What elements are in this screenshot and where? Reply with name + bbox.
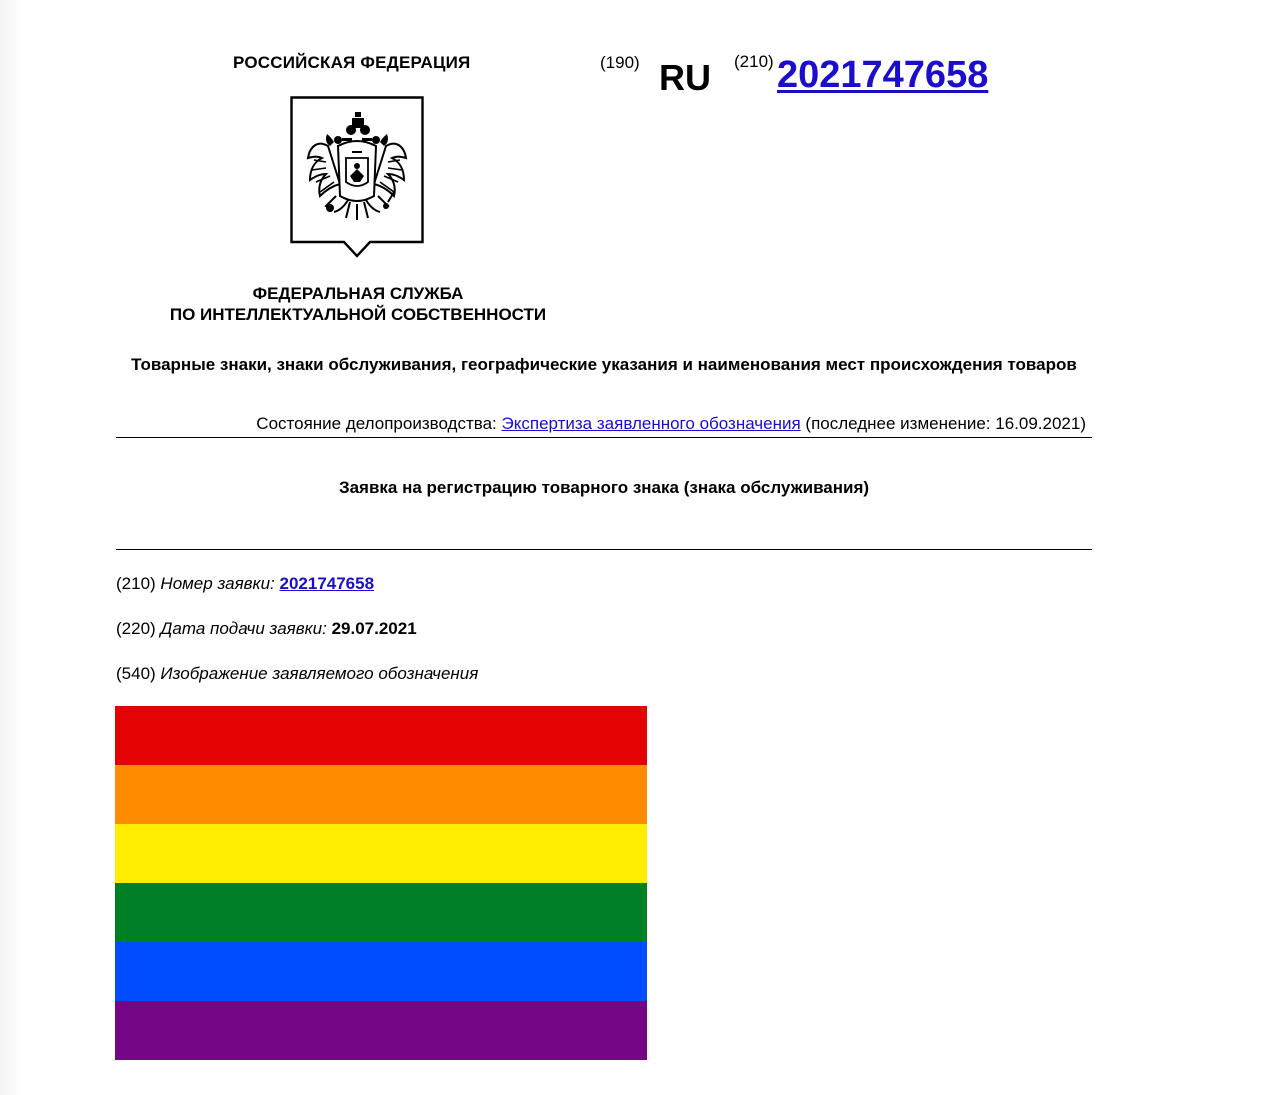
filing-date-value: 29.07.2021 <box>331 619 417 638</box>
page-edge-shade <box>0 0 22 1095</box>
mark-image <box>115 706 647 1060</box>
field-code: (540) <box>116 664 156 683</box>
agency-name-line2: ПО ИНТЕЛЛЕКТУАЛЬНОЙ СОБСТВЕННОСТИ <box>169 305 547 324</box>
application-title: Заявка на регистрацию товарного знака (знака обслуживания) <box>338 478 870 497</box>
mark-stripe-red <box>115 706 647 765</box>
mark-stripe-violet <box>115 1001 647 1060</box>
mark-stripe-yellow <box>115 824 647 883</box>
field-label: Изображение заявляемого обозначения <box>160 664 479 683</box>
divider-bottom <box>116 549 1092 550</box>
field-mark-image <box>116 664 478 684</box>
status-label: Состояние делопроизводства: <box>256 414 497 433</box>
application-number-link[interactable]: 2021747658 <box>279 574 375 593</box>
agency-name-line1: ФЕДЕРАЛЬНАЯ СЛУЖБА <box>252 284 464 303</box>
agency-name <box>140 283 576 325</box>
mark-stripe-orange <box>115 765 647 824</box>
mark-stripe-blue <box>115 942 647 1001</box>
country-code: RU <box>659 57 711 98</box>
coat-of-arms-icon <box>290 96 424 263</box>
field-filing-date <box>116 619 417 639</box>
divider-top <box>116 437 1092 438</box>
code-210-header: (210) <box>734 52 774 71</box>
field-code: (210) <box>116 574 156 593</box>
application-number-link-header[interactable]: 2021747658 <box>777 54 989 96</box>
code-190: (190) <box>600 53 640 72</box>
field-label: Дата подачи заявки: <box>160 619 327 638</box>
field-application-number <box>116 574 374 594</box>
status-last-change: (последнее изменение: 16.09.2021) <box>805 414 1086 433</box>
mark-stripe-green <box>115 883 647 942</box>
status-line <box>116 414 1086 434</box>
field-label: Номер заявки: <box>160 574 275 593</box>
field-code: (220) <box>116 619 156 638</box>
section-title: Товарные знаки, знаки обслуживания, географические указания и наименования мест происхождения товаров <box>131 355 1077 374</box>
status-value-link[interactable]: Экспертиза заявленного обозначения <box>501 414 801 433</box>
country-name: РОССИЙСКАЯ ФЕДЕРАЦИЯ <box>233 53 471 72</box>
